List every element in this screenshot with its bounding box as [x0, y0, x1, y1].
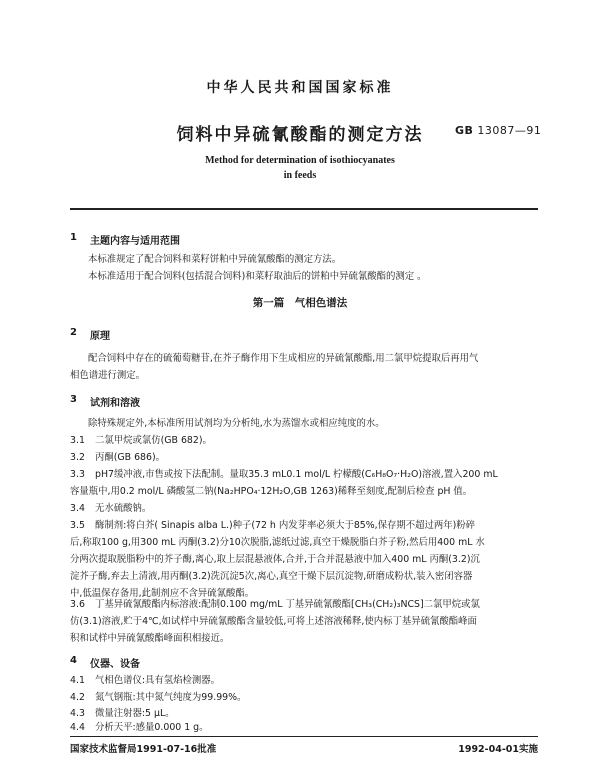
part-1-heading: 第一篇 气相色谱法	[252, 297, 348, 309]
item-text-line: 后,称取100 g,用300 mL 丙酮(3.2)分10次脱脂,滤纸过滤,真空干燥脱脂白芥子粉,然后用400 mL 水	[70, 537, 485, 548]
item-text-line: 容量瓶中,用0.2 mol/L 磷酸氢二钠(Na₂HPO₄·12H₂O,GB 1263)稀释至刻度,配制后检查 pH 值。	[70, 486, 473, 497]
english-title-line1: Method for determination of isothiocyanates	[205, 155, 395, 166]
section-1-para-2: 本标准适用于配合饲料(包括混合饲料)和菜籽取油后的饼粕中异硫氰酸酯的测定 。	[88, 271, 427, 282]
item-text-line: 淀芥子酶,弃去上清液,用丙酮(3.2)洗沉淀5次,离心,真空干燥下层沉淀物,研磨成粉状,装入密闭容器	[70, 571, 473, 582]
document-title: 饲料中异硫氰酸酯的测定方法	[176, 125, 424, 145]
item-text-line: 分两次提取脱脂粉中的芥子酶,离心,取上层混悬液体,合并,于合并混悬液中加入400 mL 丙酮(3.2)沉	[70, 554, 480, 565]
section-1-number: 1	[70, 232, 77, 243]
item-number: 3.4	[70, 503, 85, 514]
section-4-title: 仪器、设备	[90, 659, 140, 670]
item-number: 3.6	[70, 599, 85, 610]
header-divider	[70, 208, 538, 210]
item-text-line: 酶制剂:将白芥( Sinapis alba L.)种子(72 h 内发芽率必须大于85%,保存期不超过两年)粉碎	[95, 520, 476, 531]
section-3-item-3-6	[0, 596, 600, 647]
item-number: 4.2	[70, 692, 85, 703]
section-3-item-3-5	[0, 517, 600, 602]
item-text: 无水硫酸钠。	[95, 503, 152, 514]
item-text-line: 积和试样中异硫氰酸酯峰面积相接近。	[70, 633, 230, 644]
section-3-number: 3	[70, 394, 77, 405]
item-text: 丙酮(GB 686)。	[95, 452, 166, 463]
item-text: 气相色谱仪:具有氢焰检测器。	[95, 675, 221, 686]
item-text-line: 丁基异硫氰酸酯内标溶液:配制0.100 mg/mL 丁基异硫氰酸酯[CH₃(CH₂)₃NCS]二氯甲烷或氯	[95, 599, 480, 610]
standard-number-value: 13087—91	[477, 124, 542, 137]
item-text: 氮气钢瓶:其中氮气纯度为99.99%。	[95, 692, 247, 703]
item-number: 3.5	[70, 520, 85, 531]
standard-code: GB	[455, 124, 474, 137]
item-text-line: pH7缓冲液,市售或按下法配制。量取35.3 mL0.1 mol/L 柠檬酸(C₆H₈O₇·H₂O)溶液,置入200 mL	[95, 469, 498, 480]
item-text-line: 仿(3.1)溶液,贮于4℃,如试样中异硫氰酸酯含量较低,可将上述溶液稀释,使内标丁基异硫氰酸酯峰面	[70, 616, 477, 627]
item-number: 3.2	[70, 452, 85, 463]
english-title-line2: in feeds	[283, 170, 317, 181]
section-2-title: 原理	[90, 331, 110, 342]
section-2-para-line-1: 配合饲料中存在的硫葡萄糖苷,在芥子酶作用下生成相应的异硫氰酸酯,用二氯甲烷提取后再用气	[88, 353, 479, 364]
item-number: 4.3	[70, 708, 85, 719]
section-2-para-line-2: 相色谱进行测定。	[70, 370, 146, 381]
item-text: 二氯甲烷或氯仿(GB 682)。	[95, 435, 212, 446]
item-text: 微量注射器:5 μL。	[95, 708, 175, 719]
item-number: 4.1	[70, 675, 85, 686]
standard-number	[455, 124, 541, 137]
section-1-title: 主题内容与适用范围	[90, 236, 180, 247]
section-4-number: 4	[70, 655, 77, 666]
effective-date: 1992-04-01实施	[458, 744, 538, 755]
item-number: 3.1	[70, 435, 85, 446]
section-3-item-3-3	[0, 466, 600, 500]
section-1-para-1: 本标准规定了配合饲料和菜籽饼粕中异硫氰酸酯的测定方法。	[88, 254, 342, 265]
item-text-line: 中,低温保存备用,此制剂应不含异硫氰酸酯。	[70, 588, 255, 599]
approval-date: 国家技术监督局1991-07-16批准	[70, 744, 217, 755]
section-2-number: 2	[70, 327, 77, 338]
item-text: 分析天平:感量0.000 1 g。	[95, 722, 209, 733]
section-3-intro: 除特殊规定外,本标准所用试剂均为分析纯,水为蒸馏水或相应纯度的水。	[88, 418, 385, 429]
national-standard-heading: 中华人民共和国国家标准	[206, 80, 394, 96]
item-number: 4.4	[70, 722, 85, 733]
item-number: 3.3	[70, 469, 85, 480]
section-3-title: 试剂和溶液	[90, 398, 140, 409]
footer-divider	[70, 736, 538, 737]
